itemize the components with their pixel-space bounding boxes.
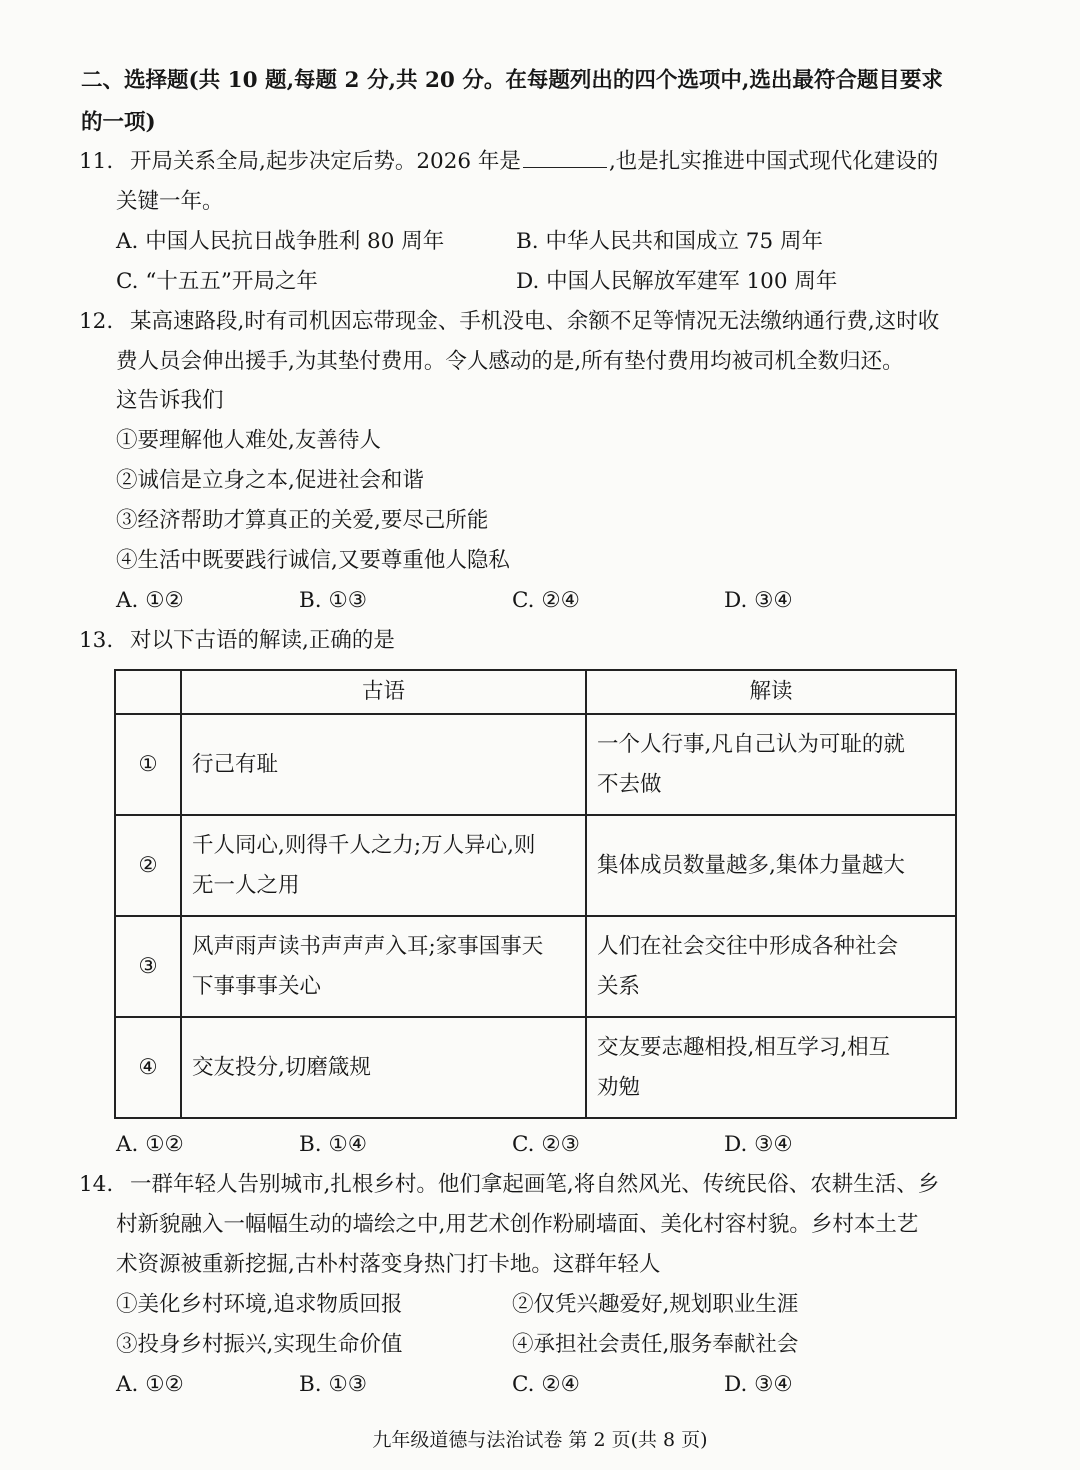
question-12-stem	[79, 307, 939, 337]
question-11-stem	[79, 147, 938, 177]
statement-2: ②仅凭兴趣爱好,规划职业生涯	[512, 1292, 799, 1317]
section-heading-cont: 的一项)	[81, 110, 156, 135]
statement-4: ④承担社会责任,服务奉献社会	[512, 1332, 799, 1357]
header-blank	[115, 670, 181, 714]
cell-line: 风声雨声读书声声声入耳;家事国事天	[192, 933, 544, 959]
option-c: C. ②④	[512, 1372, 580, 1397]
interpretation-cell	[586, 714, 956, 815]
option-a: A. ①②	[116, 588, 184, 613]
question-number: 12.	[79, 309, 114, 334]
stem-text: 开局关系全局,起步决定后势。2026 年是	[130, 149, 521, 174]
statement-3: ③投身乡村振兴,实现生命价值	[116, 1332, 403, 1357]
option-d: D. ③④	[724, 1372, 793, 1397]
stem-text: ,也是扎实推进中国式现代化建设的	[608, 149, 939, 174]
saying-cell	[181, 916, 586, 1017]
fill-blank	[523, 147, 607, 168]
header-saying: 古语	[181, 670, 586, 714]
statement-2: ②诚信是立身之本,促进社会和谐	[116, 468, 424, 493]
cell-line: 交友投分,切磨箴规	[192, 1054, 371, 1080]
sayings-table	[114, 669, 957, 1119]
option-d: D. ③④	[724, 1132, 793, 1157]
cell-line: 行己有耻	[192, 751, 279, 777]
option-d: D. ③④	[724, 588, 793, 613]
row-number: ④	[115, 1017, 181, 1118]
question-12-stem-line2: 费人员会伸出援手,为其垫付费用。令人感动的是,所有垫付费用均被司机全数归还。	[116, 349, 904, 374]
option-c: C. “十五五”开局之年	[116, 269, 318, 294]
header-interpretation: 解读	[586, 670, 956, 714]
option-a: A. ①②	[116, 1372, 184, 1397]
cell-line: 不去做	[597, 771, 662, 797]
stem-text: 一群年轻人告别城市,扎根乡村。他们拿起画笔,将自然风光、传统民俗、农耕生活、乡	[130, 1172, 940, 1197]
cell-line: 关系	[597, 973, 641, 999]
cell-line: 无一人之用	[192, 872, 300, 898]
question-11-stem-line2: 关键一年。	[116, 189, 224, 214]
cell-line: 下事事事关心	[192, 973, 322, 999]
question-14-stem-line2: 村新貌融入一幅幅生动的墙绘之中,用艺术创作粉刷墙面、美化村容村貌。乡村本土艺	[116, 1212, 919, 1237]
question-13-stem	[79, 626, 395, 656]
saying-cell	[181, 714, 586, 815]
cell-line: 一个人行事,凡自己认为可耻的就	[597, 731, 905, 757]
saying-cell	[181, 815, 586, 916]
table-row	[115, 1017, 956, 1118]
question-number: 11.	[79, 149, 114, 174]
row-number: ②	[115, 815, 181, 916]
option-b: B. 中华人民共和国成立 75 周年	[516, 229, 823, 254]
statement-3: ③经济帮助才算真正的关爱,要尽己所能	[116, 508, 489, 533]
option-a: A. 中国人民抗日战争胜利 80 周年	[116, 229, 445, 254]
page-footer: 九年级道德与法治试卷 第 2 页(共 8 页)	[372, 1429, 708, 1451]
option-b: B. ①③	[299, 588, 368, 613]
statement-1: ①要理解他人难处,友善待人	[116, 428, 381, 453]
question-12-stem-line3: 这告诉我们	[116, 388, 224, 413]
interpretation-cell	[586, 815, 956, 916]
question-number: 14.	[79, 1172, 114, 1197]
option-b: B. ①④	[299, 1132, 368, 1157]
table-header-row	[115, 670, 956, 714]
interpretation-cell	[586, 916, 956, 1017]
table-row	[115, 815, 956, 916]
statement-4: ④生活中既要践行诚信,又要尊重他人隐私	[116, 548, 510, 573]
question-14-stem-line3: 术资源被重新挖掘,古朴村落变身热门打卡地。这群年轻人	[116, 1252, 661, 1277]
option-b: B. ①③	[299, 1372, 368, 1397]
cell-line: 交友要志趣相投,相互学习,相互	[597, 1034, 891, 1060]
stem-text: 对以下古语的解读,正确的是	[130, 628, 395, 653]
row-number: ①	[115, 714, 181, 815]
table-row	[115, 714, 956, 815]
table-row	[115, 916, 956, 1017]
cell-line: 人们在社会交往中形成各种社会	[597, 933, 899, 959]
statement-1: ①美化乡村环境,追求物质回报	[116, 1292, 403, 1317]
row-number: ③	[115, 916, 181, 1017]
question-number: 13.	[79, 628, 114, 653]
saying-cell	[181, 1017, 586, 1118]
section-heading: 二、选择题(共 10 题,每题 2 分,共 20 分。在每题列出的四个选项中,选出最符合题目要求	[81, 68, 943, 93]
option-d: D. 中国人民解放军建军 100 周年	[516, 269, 838, 294]
option-c: C. ②③	[512, 1132, 580, 1157]
cell-line: 劝勉	[597, 1074, 641, 1100]
stem-text: 某高速路段,时有司机因忘带现金、手机没电、余额不足等情况无法缴纳通行费,这时收	[130, 309, 940, 334]
option-c: C. ②④	[512, 588, 580, 613]
question-14-stem	[79, 1170, 939, 1200]
cell-line: 集体成员数量越多,集体力量越大	[597, 852, 905, 878]
interpretation-cell	[586, 1017, 956, 1118]
option-a: A. ①②	[116, 1132, 184, 1157]
cell-line: 千人同心,则得千人之力;万人异心,则	[192, 832, 536, 858]
